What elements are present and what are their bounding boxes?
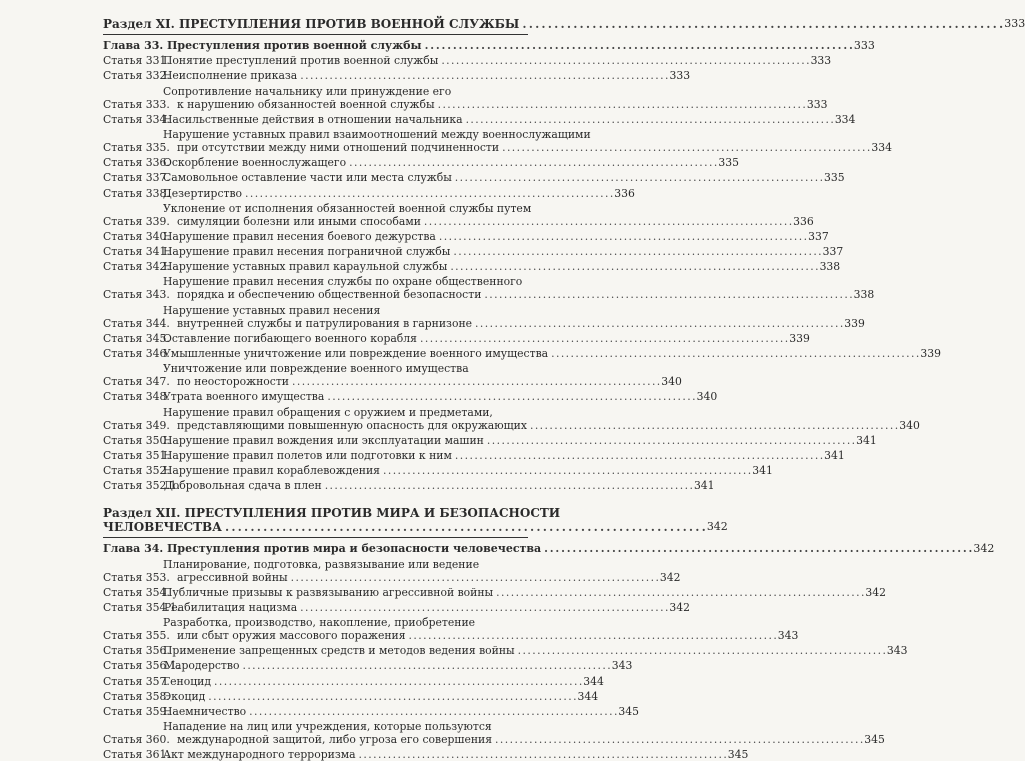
article-number: Статья 334. — [103, 113, 163, 126]
article-title-line: Оставление погибающего военного корабля — [163, 332, 417, 345]
table-of-contents — [103, 17, 528, 761]
toc-entry[interactable] — [103, 616, 528, 642]
article-number: Статья 353. — [103, 571, 163, 584]
page-number: 342 — [660, 571, 680, 584]
article-title-line: Нарушение правил обращения с оружием и предметами, — [163, 406, 899, 419]
page-number: 333 — [1004, 17, 1024, 31]
article-number: Статья 335. — [103, 141, 163, 154]
article-number: Статья 349. — [103, 419, 163, 432]
article-title-line: Нарушение уставных правил несения — [163, 304, 844, 317]
toc-entry[interactable] — [103, 479, 528, 492]
article-title-line: Добровольная сдача в плен — [164, 479, 322, 492]
article-title-line: Утрата военного имущества — [163, 390, 324, 403]
article-number: Статья 347. — [103, 375, 163, 388]
article-title-line: Мародерство — [164, 659, 239, 672]
toc-entry[interactable] — [103, 156, 528, 169]
article-title-line: Разработка, производство, накопление, приобретение — [163, 616, 778, 629]
page-number: 345 — [864, 733, 884, 746]
article-title-line: или сбыт оружия массового поражения — [177, 629, 406, 642]
article-title-line: Нарушение правил несения пограничной службы — [163, 245, 450, 258]
page-number: 342 — [973, 542, 993, 555]
article-number: Статья 339. — [103, 215, 163, 228]
article-title-line: Неисполнение приказа — [163, 69, 297, 82]
article-title-line: Нарушение правил несения службы по охране общественного — [163, 275, 854, 288]
page-number: 343 — [887, 644, 907, 657]
toc-entry[interactable] — [103, 659, 528, 672]
article-number: Статья 337. — [103, 171, 163, 184]
page-number: 341 — [856, 434, 876, 447]
article-number: Статья 340. — [103, 230, 163, 243]
article-title-line: Нарушение правил вождения или эксплуатации машин — [163, 434, 484, 447]
toc-entry[interactable] — [103, 586, 528, 599]
article-title-line: Нарушение правил полетов или подготовки к ним — [163, 449, 452, 462]
toc-entry[interactable] — [103, 128, 528, 154]
article-title-line: Насильственные действия в отношении начальника — [163, 113, 463, 126]
article-title-line: Акт международного терроризма — [163, 748, 356, 761]
divider — [103, 34, 528, 35]
chapter-title: Глава 33. Преступления против военной службы — [103, 39, 422, 52]
toc-entry[interactable] — [103, 187, 528, 200]
section-xii — [103, 506, 528, 761]
page-number: 338 — [820, 260, 840, 273]
article-title-line: Сопротивление начальнику или принуждение его — [163, 85, 807, 98]
chapter-title-row[interactable] — [103, 542, 528, 555]
article-number: Статья 336. — [103, 156, 163, 169]
article-title-line: Нарушение уставных правил караульной службы — [163, 260, 447, 273]
page-number: 334 — [871, 141, 891, 154]
article-title-line: Наемничество — [163, 705, 246, 718]
page-number: 339 — [844, 317, 864, 330]
toc-entry[interactable] — [103, 720, 528, 746]
article-title-line: международной защитой, либо угроза его совершения — [177, 733, 492, 746]
toc-entry[interactable] — [103, 69, 528, 82]
article-title-line: Публичные призывы к развязыванию агрессивной войны — [163, 586, 493, 599]
toc-entry[interactable] — [103, 275, 528, 301]
toc-entry[interactable] — [103, 362, 528, 388]
toc-entry[interactable] — [103, 245, 528, 258]
toc-entry[interactable] — [103, 202, 528, 228]
toc-entry[interactable] — [103, 449, 528, 462]
article-title-line: Уклонение от исполнения обязанностей военной службы путем — [163, 202, 793, 215]
section-title-line-1: Раздел XII. ПРЕСТУПЛЕНИЯ ПРОТИВ МИРА И БЕЗОПАСНОСТИ — [103, 506, 707, 520]
page-number: 336 — [614, 187, 634, 200]
article-number: Статья 342. — [103, 260, 163, 273]
article-title-line: Нарушение правил кораблевождения — [163, 464, 380, 477]
page-number: 340 — [899, 419, 919, 432]
article-number: Статья 333. — [103, 98, 163, 111]
toc-entry[interactable] — [103, 347, 528, 360]
page-number: 341 — [824, 449, 844, 462]
toc-entry[interactable] — [103, 434, 528, 447]
toc-entry[interactable] — [103, 644, 528, 657]
article-number: Статья 358. — [103, 690, 163, 703]
article-number: Статья 354.1. — [103, 601, 164, 614]
article-title-line: по неосторожности — [177, 375, 289, 388]
article-title-line: Нарушение правил несения боевого дежурства — [163, 230, 436, 243]
article-number: Статья 359. — [103, 705, 163, 718]
toc-entry[interactable] — [103, 558, 528, 584]
article-number: Статья 360. — [103, 733, 163, 746]
article-number: Статья 345. — [103, 332, 163, 345]
toc-entry[interactable] — [103, 464, 528, 477]
toc-entry[interactable] — [103, 690, 528, 703]
page-number: 337 — [823, 245, 843, 258]
article-title-line: представляющими повышенную опасность для окружающих — [177, 419, 527, 432]
article-list — [103, 558, 528, 761]
toc-entry[interactable] — [103, 85, 528, 111]
article-number: Статья 332. — [103, 69, 163, 82]
article-number: Статья 338. — [103, 187, 163, 200]
article-number: Статья 354. — [103, 586, 163, 599]
page-number: 343 — [778, 629, 798, 642]
page-number: 338 — [854, 288, 874, 301]
section-title-row[interactable] — [103, 506, 528, 534]
article-title-line: Нападение на лиц или учреждения, которые пользуются — [163, 720, 864, 733]
article-number: Статья 348. — [103, 390, 163, 403]
toc-entry[interactable] — [103, 390, 528, 403]
article-number: Статья 361. — [103, 748, 163, 761]
article-number: Статья 350. — [103, 434, 163, 447]
article-number: Статья 352.1. — [103, 479, 164, 492]
toc-entry[interactable] — [103, 113, 528, 126]
toc-entry[interactable] — [103, 332, 528, 345]
toc-entry[interactable] — [103, 260, 528, 273]
article-number: Статья 341. — [103, 245, 163, 258]
page-number: 336 — [793, 215, 813, 228]
article-title-line: при отсутствии между ними отношений подчиненности — [177, 141, 499, 154]
article-number: Статья 331. — [103, 54, 163, 67]
article-number: Статья 356.1. — [103, 659, 164, 672]
divider — [103, 537, 528, 538]
page-number: 337 — [808, 230, 828, 243]
page-number: 340 — [661, 375, 681, 388]
section-title: Раздел XI. ПРЕСТУПЛЕНИЯ ПРОТИВ ВОЕННОЙ СЛУЖБЫ — [103, 17, 519, 31]
page-number: 333 — [854, 39, 874, 52]
article-number: Статья 346. — [103, 347, 163, 360]
page-number: 342 — [669, 601, 689, 614]
chapter-title: Глава 34. Преступления против мира и безопасности человечества — [103, 542, 541, 555]
section-xi — [103, 17, 528, 492]
article-title-line: Оскорбление военнослужащего — [163, 156, 346, 169]
page-number: 340 — [697, 390, 717, 403]
toc-entry[interactable] — [103, 406, 528, 432]
article-title-line: Экоцид — [163, 690, 205, 703]
page-number: 335 — [718, 156, 738, 169]
toc-entry[interactable] — [103, 171, 528, 184]
article-number: Статья 343. — [103, 288, 163, 301]
article-list — [103, 54, 528, 492]
article-title-line: внутренней службы и патрулирования в гарнизоне — [177, 317, 472, 330]
article-title-line: Умышленные уничтожение или повреждение военного имущества — [163, 347, 548, 360]
article-title-line: агрессивной войны — [177, 571, 288, 584]
page-number: 345 — [618, 705, 638, 718]
article-number: Статья 357. — [103, 675, 163, 688]
page-number: 333 — [669, 69, 689, 82]
section-title-line-2: ЧЕЛОВЕЧЕСТВА — [103, 520, 222, 534]
article-title-line: Дезертирство — [163, 187, 242, 200]
article-title-line: Применение запрещенных средств и методов ведения войны — [163, 644, 515, 657]
page-number: 339 — [920, 347, 940, 360]
page-number: 334 — [835, 113, 855, 126]
page-number: 341 — [694, 479, 714, 492]
page-number: 333 — [807, 98, 827, 111]
article-number: Статья 356. — [103, 644, 163, 657]
article-number: Статья 351. — [103, 449, 163, 462]
article-title-line: порядка и обеспечению общественной безопасности — [177, 288, 481, 301]
page-number: 344 — [578, 690, 598, 703]
page-number: 335 — [824, 171, 844, 184]
chapter-title-row[interactable] — [103, 39, 528, 52]
article-title-line: Геноцид — [163, 675, 211, 688]
toc-entry[interactable] — [103, 304, 528, 330]
article-title-line: Реабилитация нацизма — [164, 601, 297, 614]
section-title-row[interactable] — [103, 17, 528, 31]
page-number: 333 — [811, 54, 831, 67]
toc-entry[interactable] — [103, 601, 528, 614]
toc-entry[interactable] — [103, 705, 528, 718]
article-title-line: симуляции болезни или иными способами — [177, 215, 421, 228]
article-title-line: Планирование, подготовка, развязывание или ведение — [163, 558, 660, 571]
article-number: Статья 352. — [103, 464, 163, 477]
page-number: 343 — [612, 659, 632, 672]
toc-entry[interactable] — [103, 748, 528, 761]
toc-entry[interactable] — [103, 675, 528, 688]
article-title-line: Понятие преступлений против военной службы — [163, 54, 438, 67]
page-number: 342 — [707, 520, 727, 534]
toc-entry[interactable] — [103, 230, 528, 243]
page-number: 345 — [728, 748, 748, 761]
page-number: 344 — [583, 675, 603, 688]
article-number: Статья 355. — [103, 629, 163, 642]
page-number: 342 — [865, 586, 885, 599]
article-title-line: Уничтожение или повреждение военного имущества — [163, 362, 661, 375]
toc-entry[interactable] — [103, 54, 528, 67]
article-title-line: к нарушению обязанностей военной службы — [177, 98, 435, 111]
article-number: Статья 344. — [103, 317, 163, 330]
page-number: 339 — [789, 332, 809, 345]
page-number: 341 — [752, 464, 772, 477]
article-title-line: Самовольное оставление части или места службы — [163, 171, 452, 184]
article-title-line: Нарушение уставных правил взаимоотношений между военнослужащими — [163, 128, 871, 141]
